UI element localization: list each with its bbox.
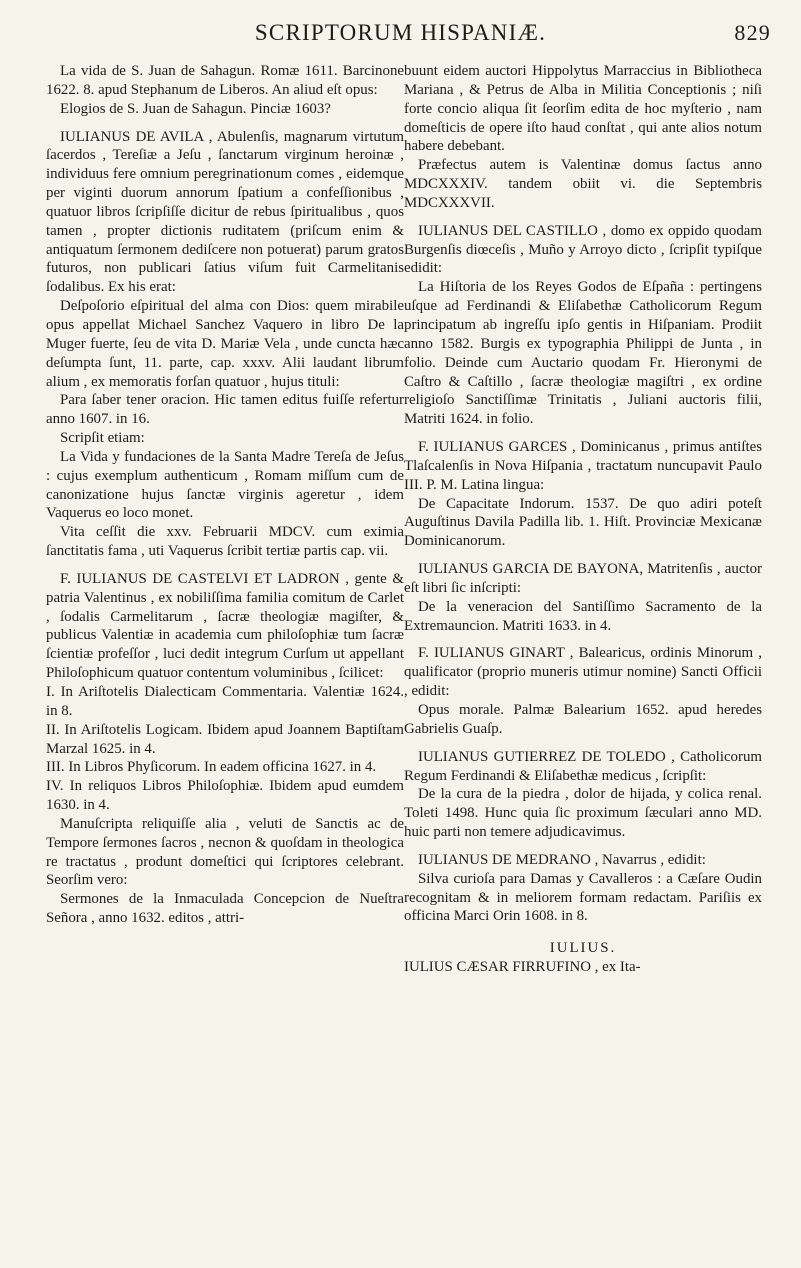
entry-heading: IULIANUS GUTIERREZ DE TOLEDO , Catholicorum Regum Ferdinandi & Eliſabethæ medicus , ſcripſit: [404,748,762,784]
paragraph: Elogios de S. Juan de Sahagun. Pinciæ 1603? [60,100,331,117]
running-header [0,20,801,46]
entry-heading: IULIANUS GARCIA DE BAYONA, Matritenſis , auctor eſt libri ſic inſcripti: [404,561,762,596]
paragraph: De la veneracion del Santiſſimo Sacramento de la Extremauncion. Matriti 1633. in 4. [404,598,762,634]
list-item: III. In Libros Phyſicorum. In eadem officina 1627. in 4. [46,759,377,776]
list-item: II. In Ariſtotelis Logicam. Ibidem apud Joannem Baptiſtam Marzal 1625. in 4. [46,721,404,757]
paragraph: La vida de S. Juan de Sahagun. Romæ 1611. Barcinone 1622. 8. apud Stephanum de Liberos. An aliud eſt opus: [46,63,404,98]
paragraph: De Capacitate Indorum. 1537. De quo adiri poteſt Auguſtinus Davila Padilla lib. 1. Hiſt. Provinciæ Mexicanæ Dominicanorum. [404,495,762,550]
paragraph: Opus morale. Palmæ Balearium 1652. apud heredes Gabrielis Guaſp. [404,702,762,737]
entry-heading: IULIANUS DEL CASTILLO , domo ex oppido quodam Burgenſis diœceſis , Muño y Arroyo dicto , ſcripſit typiſque edidit: [404,222,762,277]
entry-heading: IULIUS CÆSAR FIRRUFINO , ex Ita- [404,959,641,976]
paragraph: De la cura de la piedra , dolor de hijada, y colica renal. Toleti 1498. Hunc quia ſic proximum ſæculari anno MD. huic parti non temere adjudicavimus. [404,786,762,841]
list-item: I. In Ariſtotelis Dialecticam Commentaria. Valentiæ 1624. in 8. [46,684,404,719]
list-item: IV. In reliquos Libros Philoſophiæ. Ibidem apud eumdem 1630. in 4. [46,778,404,814]
paragraph: Deſpoſorio eſpiritual del alma con Dios: quem mirabile opus appellat Michael Sanchez Vaquero in libro De la Muger fuerte, ſeu de vita D. Mariæ Vela , unde cuncta hæc deſumpta ſunt, 11. parte, cap. xxxv. Alii laudant librum alium , ex memoratis forſan quatuor , hujus tituli: [46,298,404,390]
paragraph: Manuſcripta reliquiſſe alia , veluti de Sanctis ac de Tempore ſermones ſacros , necnon & quoſdam in theologica re tractatus , produnt domeſtici qui ſcriptores celebrant. Seorſim vero: [46,815,404,889]
entry-heading: IULIANUS DE AVILA , Abulenſis, magnarum virtutum ſacerdos , Tereſiæ a Jeſu , ſanctarum virginum heroinæ , individuus fere omnium peregrinationum comes , eidemque per viginti duorum annorum ſpatium a confeſſionibus , quatuor libros ſcripſiſſe dicitur de rebus ſpiritualibus , quos tamen , propter dictionis ruditatem (priſcum enim & antiquatum ſermonem dediſcere non potuerat) parum gratos futuros, non publicari ſatius viſum fuit Carmelitanis ſodalibus. Ex his erat: [46,128,404,296]
paragraph: Sermones de la Inmaculada Concepcion de Nueſtra Señora , anno 1632. editos , attri- [46,891,404,927]
entry-heading: F. IULIANUS GINART , Balearicus, ordinis Minorum , qualificator (proprio muneris utimur nomine) Sancti Officii , edidit: [404,645,762,700]
right-column [404,62,762,977]
paragraph: Vita ceſſit die xxv. Februarii MDCV. cum eximia ſanctitatis fama , uti Vaquerus ſcribit tertiæ partis cap. vii. [46,524,404,560]
paragraph: buunt eidem auctori Hippolytus Marraccius in Bibliotheca Mariana , & Petrus de Alba in Militia Conceptionis ; niſi forte concio aliqua ſit ſeorſim edita de hoc myſterio , nam domeſticis de opere iſto haud conſtat , qui ante alios notum habere debebant. [404,63,762,155]
paragraph: La Hiſtoria de los Reyes Godos de Eſpaña : pertingens uſque ad Ferdinandi & Eliſabethæ Catholicorum Regum principatum ab ingreſſu ipſo gentis in Hiſpaniam. Prodiit anno 1582. Burgis ex typographia Philippi de Junta , in folio. Deinde cum Auctario quodam Fr. Hieronymi de Caſtro & Caſtillo , ſacræ theologiæ magiſtri , ex ordine religioſo Sanctiſſimæ Trinitatis , Juliani auctoris filii, Matriti 1624. in folio. [404,279,762,428]
running-title: SCRIPTORUM HISPANIÆ. [254,20,547,45]
entry-heading: F. IULIANUS DE CASTELVI ET LADRON , gente & patria Valentinus , ex nobiliſſima familia comitum de Carlet , ſodalis Carmelitarum , ſacræ theologiæ magiſter, & publicus Valentiæ in academia cum philoſophiæ tum ſacræ ſcientiæ profeſſor , luci dedit integrum Curſum ut appellant Philoſophicum quatuor contentum voluminibus , ſcilicet: [46,570,404,682]
entry-heading: F. IULIANUS GARCES , Dominicanus , primus antiſtes Tlaſcalenſis in Nova Hiſpania , tractatum nuncupavit Paulo III. P. M. Latina lingua: [404,439,762,493]
paragraph: Para ſaber tener oracion. Hic tamen editus fuiſſe refertur anno 1607. in 16. [46,392,404,428]
paragraph: Silva curioſa para Damas y Cavalleros : a Cæſare Oudin recognitam & in meliorem formam redactam. Pariſiis ex officina Marci Orin 1608. in 8. [404,870,762,925]
left-column [46,62,404,928]
paragraph: La Vida y fundaciones de la Santa Madre Tereſa de Jeſus : cujus exemplum authenticum , Romam miſſum cum de canonizatione hujus ſanctæ virginis ageretur , idem Vaquerus eo loco monet. [46,448,404,522]
section-heading: IULIUS. [549,940,617,957]
entry-heading: IULIANUS DE MEDRANO , Navarrus , edidit: [418,851,706,868]
paragraph: Scripſit etiam: [60,430,145,447]
paragraph: Præfectus autem is Valentinæ domus ſactus anno MDCXXXIV. tandem obiit vi. die Septembris MDCXXXVII. [404,157,762,211]
page-number: 829 [734,20,771,45]
